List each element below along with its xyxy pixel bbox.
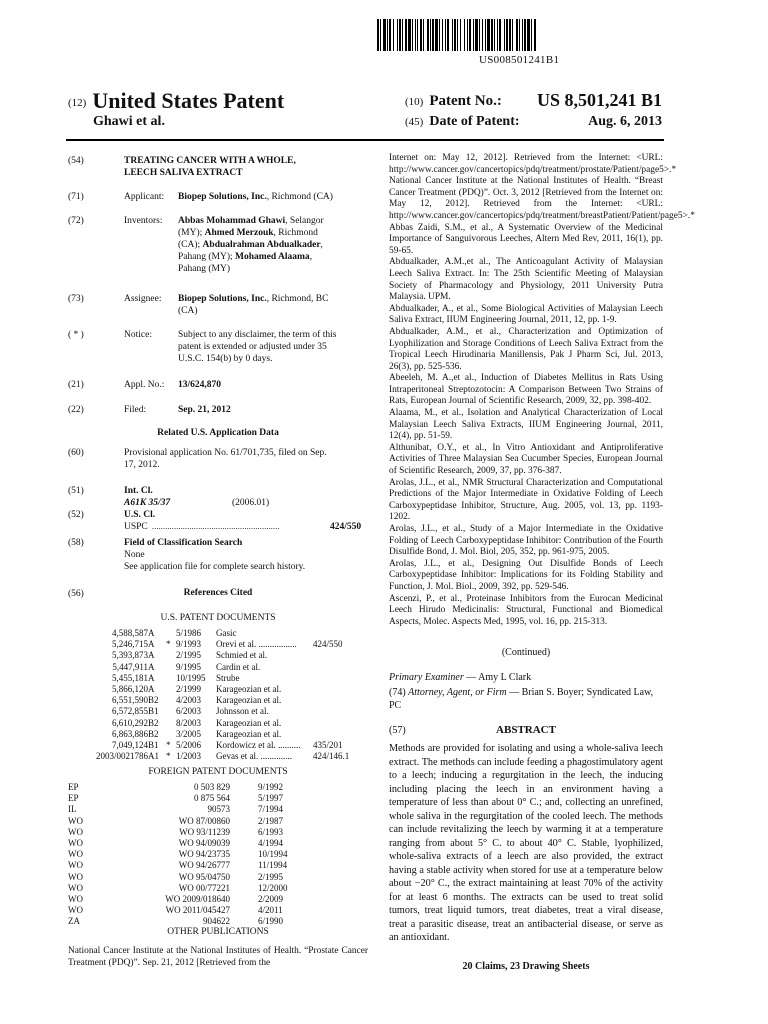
field-label: Field of Classification Search: [124, 538, 243, 548]
patent-no-label: Patent No.:: [429, 93, 502, 109]
us-patent-cell: 5,447,911: [112, 661, 148, 672]
us-patent-cell: Gasic: [216, 628, 237, 638]
foreign-patent-cell: WO 00/77221: [178, 882, 230, 893]
other-publications-heading: OTHER PUBLICATIONS: [167, 927, 269, 937]
inventor-2-loc: , Richmond: [273, 228, 318, 238]
us-patent-cell: 424/550: [313, 639, 343, 650]
foreign-patent-cell: 4/2011: [258, 905, 283, 916]
us-patent-cell: A: [148, 650, 155, 661]
us-patent-cell: B2: [148, 695, 159, 706]
assignee-code: (73): [68, 294, 84, 304]
references-heading: References Cited: [183, 588, 253, 598]
other-publications-text: National Cancer Institute at the National Institutes of Health. “Prostate Cancer Treatment (PDQ)”. Sep. 21, 2012 [Retrieved from the: [68, 946, 368, 968]
attorney-name: — Brian S. Boyer; Syndicated Law, PC: [389, 687, 654, 711]
int-cl-year: (2006.01): [232, 498, 270, 508]
prov-line-1: Provisional application No. 61/701,735, filed on Sep.: [124, 448, 327, 458]
us-patent-cell: 5,246,715: [112, 639, 148, 650]
us-patent-cell: Karageozian et al.: [216, 717, 282, 728]
foreign-patent-cell: WO 2009/018640: [165, 893, 230, 904]
inventors-field: [68, 215, 368, 277]
us-patent-cell: Strube: [216, 672, 240, 683]
us-patent-cell: 1/2003: [176, 751, 202, 762]
reference-entry: Abdualkader, A.M.,et al., The Anticoagulant Activity of Malaysian Leech Saliva Extract. In: The 25th Scientific Meeting of Malaysian Society of Pharmacology and Physiology, 2011 University Putra Malaysia. UPM.: [389, 257, 663, 303]
date-of-patent-row: [405, 114, 662, 130]
appl-label: Appl. No.:: [124, 380, 165, 390]
foreign-patent-cell: WO 2011/045427: [165, 905, 230, 916]
reference-entry: Abeeleh, M. A.,et al., Induction of Diabetes Mellitus in Rats Using Intraperitoneal Streptozotocin: A Comparison Between Two Strains of Rats, European Journal of Scientific Research, 2009, 32, pp. 398-402.: [389, 373, 663, 407]
filed-label: Filed:: [124, 405, 147, 415]
inventors-code: (72): [68, 216, 84, 226]
applicant-label: Applicant:: [124, 192, 165, 202]
us-patent-cell: 2/1999: [176, 683, 202, 694]
assignee-location: , Richmond, BC: [266, 294, 329, 304]
us-cl-label: U.S. Cl.: [124, 510, 156, 520]
reference-entry: Arolas, J.L., et al., NMR Structural Characterization and Computational Predictions of the Major Intermediate in Oxidative Folding of Leech Carboxypeptidase Inhibitor, Structure, Aug. 2005, vol. 13, pp. 1193-1202.: [389, 477, 663, 523]
foreign-patent-cell: WO 87/00860: [178, 815, 230, 826]
us-patent-cell: B1: [148, 706, 159, 717]
us-patent-cell: B2: [148, 717, 159, 728]
us-patent-cell: A: [148, 639, 155, 650]
foreign-patent-cell: 10/1994: [258, 849, 288, 860]
attorney-label: Attorney, Agent, or Firm: [408, 687, 507, 698]
us-patent-cell: 8/2003: [176, 717, 202, 728]
us-patent-cell: 2003/0021786: [95, 751, 148, 762]
inventor-2-pre: (MY);: [178, 228, 205, 238]
reference-list: [389, 153, 695, 628]
us-patent-cell: 9/1995: [176, 661, 202, 672]
foreign-patent-cell: 0 875 564: [194, 793, 230, 804]
assignee-name: Biopep Solutions, Inc.: [178, 294, 267, 304]
us-patent-cell: 5/2006: [176, 739, 202, 750]
us-patent-cell: A: [148, 628, 155, 638]
inventor-4: Mohamed Alaama: [235, 252, 310, 262]
us-patent-cell: Orevi et al. .................: [216, 639, 297, 650]
us-patent-cell: Schmied et al.: [216, 650, 268, 661]
inventor-3-loc: ,: [320, 240, 323, 250]
foreign-patent-cell: 2/2009: [258, 893, 284, 904]
examiner-label: Primary Examiner: [389, 672, 464, 683]
uspc-dots: ..........................................................: [152, 522, 280, 531]
reference-entry: Alaama, M., et al., Isolation and Analytical Characterization of Local Malaysian Leech Saliva Extracts, IIUM Engineering Journal, 2011, 12(4), pp. 51-59.: [389, 408, 663, 442]
us-patent-cell: B1: [148, 739, 159, 750]
foreign-patent-cell: 6/1993: [258, 826, 284, 837]
us-patent-cell: Karageozian et al.: [216, 728, 282, 739]
foreign-patent-cell: WO: [68, 893, 83, 904]
prov-code: (60): [68, 448, 84, 458]
abstract-text: Methods are provided for isolating and using a whole-saliva leech extract. The methods can include feeding a phagostimulatory agent to a leech; inducing a regurgitation in the leech, the inducing including placing the leech in an environment having a temperature of less than about 0° C.; and, collecting an unrefined, whole saliva in the regurgitation of the cooled leech. The methods can include revitalizing the leech by warming it at a temperature ranging from about 5° C. to about 40° C. Stable, lyophilized, whole-saliva extracts of a leech are also provided, the extract having a stable activity when stored for use at a temperature below about −20° C., the extract maintaining at least 70% of the activity for at least 6 months. The extracts can be used to treat solid tumors, treat liquid tumors, treat diabetes, treat a viral disease, treat a parasitic disease, treat an antibacterial disease, or serve as an antioxidant.: [389, 743, 663, 943]
foreign-patent-cell: WO: [68, 849, 83, 860]
us-patent-cell: 2/1995: [176, 650, 202, 661]
foreign-patent-cell: 2/1987: [258, 815, 284, 826]
title-line-2: LEECH SALIVA EXTRACT: [124, 168, 243, 178]
notice-line-1: Subject to any disclaimer, the term of this: [178, 330, 337, 340]
us-patent-cell: Karageozian et al.: [216, 683, 282, 694]
foreign-patent-cell: 6/1990: [258, 916, 284, 927]
patent-number-row: [405, 90, 662, 110]
us-patent-cell: Cardin et al.: [216, 661, 261, 672]
foreign-patent-cell: WO 94/26777: [178, 860, 230, 871]
continued-note: (Continued): [501, 647, 551, 658]
inventor-4-loc2: Pahang (MY): [178, 264, 230, 274]
reference-entry: Abdualkader, A.M., et al., Characterization and Optimization of Lyophilization and Storage Conditions of Leech Saliva Extract from the Tropical Leech Hirudinaria Manillensis, Pak J Pharm Sci, Jul. 2013, 26(3), pp. 525-536.: [389, 326, 663, 372]
header-rule: [66, 139, 664, 141]
foreign-patent-cell: 90573: [207, 804, 230, 815]
us-cl-code: (52): [68, 510, 84, 520]
notice-label: Notice:: [124, 330, 152, 340]
us-patent-cell: 10/1995: [176, 672, 206, 683]
us-patent-cell: *: [166, 739, 171, 750]
barcode: [377, 19, 662, 51]
notice-line-3: U.S.C. 154(b) by 0 days.: [178, 354, 273, 364]
attorney-field: [389, 686, 663, 712]
foreign-patent-cell: 904622: [203, 916, 230, 927]
title-line-1: TREATING CANCER WITH A WHOLE,: [124, 156, 296, 166]
foreign-patent-cell: EP: [68, 793, 79, 804]
abstract-code: (57): [389, 725, 406, 736]
foreign-patent-cell: IL: [68, 804, 77, 815]
primary-examiner: [389, 672, 531, 683]
notice-code: ( * ): [68, 330, 84, 340]
publication-number: US008501241B1: [479, 54, 560, 66]
int-cl-class: A61K 35/37: [124, 498, 171, 508]
refs-code: (56): [68, 589, 84, 599]
foreign-patent-cell: 5/1997: [258, 793, 284, 804]
examiner-name: — Amy L Clark: [463, 672, 532, 683]
related-heading: Related U.S. Application Data: [157, 428, 279, 438]
inventor-4-loc: ,: [309, 252, 313, 262]
foreign-patent-cell: 12/2000: [258, 882, 288, 893]
foreign-patent-cell: 9/1992: [258, 782, 284, 792]
foreign-patent-cell: EP: [68, 782, 79, 792]
applicant-name: Biopep Solutions, Inc.: [178, 192, 267, 202]
field-code: (58): [68, 538, 84, 548]
reference-entry: Althunibat, O.Y., et al., In Vitro Antioxidant and Antiproliferative Activities of Three Malaysian Sea Cucumber Species, European Journal of Scientific Research, 2009, 37, pp. 376-387.: [389, 442, 663, 477]
inventor-4-pre: Pahang (MY);: [178, 252, 235, 262]
us-patent-cell: 5/1986: [176, 628, 202, 638]
us-patent-cell: Karageozian et al.: [216, 695, 282, 706]
us-patent-cell: 5,866,120: [112, 683, 148, 694]
us-patent-cell: 5,393,873: [112, 650, 148, 661]
inventor-2: Ahmed Merzouk: [204, 228, 274, 238]
foreign-patent-cell: WO: [68, 815, 83, 826]
us-patent-cell: 9/1993: [176, 639, 202, 650]
us-patent-cell: *: [166, 639, 171, 650]
reference-entry: Abdualkader, A., et al., Some Biological Activities of Malaysian Leech Saliva Extract, IIUM Engineering Journal, 2011, 12, pp. 1-9.: [389, 303, 663, 326]
assignee-location-2: (CA): [178, 306, 198, 316]
foreign-patent-cell: WO: [68, 882, 83, 893]
inventor-3: Abdualrahman Abdualkader: [202, 240, 321, 250]
field-see: See application file for complete search history.: [124, 562, 306, 572]
us-patent-cell: Gevas et al. ..............: [216, 751, 292, 762]
filed-code: (22): [68, 405, 84, 415]
us-patent-cell: Kordowicz et al. ..........: [216, 739, 301, 750]
patent-type-title: [68, 88, 284, 114]
inventor-1: Abbas Mohammad Ghawi: [178, 216, 286, 226]
us-patent-cell: 6,551,590: [112, 695, 148, 706]
us-patent-cell: 5,455,181: [112, 672, 148, 683]
inventors-label: Inventors:: [124, 216, 163, 226]
foreign-patent-cell: WO: [68, 871, 83, 882]
barcode-bar: [536, 19, 537, 51]
reference-entry: Arolas, J.L., et al., Designing Out Disulfide Bonds of Leech Carboxypeptidase Inhibitor: Implications for its Folding Stability and Function, J. Mol. Biol., 2009, 392, pp. 529-546.: [389, 558, 663, 592]
us-patent-cell: 435/201: [313, 739, 343, 750]
foreign-patent-cell: WO: [68, 860, 83, 871]
inventor-1-loc: , Selangor: [285, 216, 324, 226]
patent-number: US 8,501,241 B1: [536, 90, 662, 110]
us-patent-cell: 6/2003: [176, 706, 202, 717]
us-patent-cell: A1: [148, 751, 159, 762]
patent-date: Aug. 6, 2013: [588, 114, 662, 129]
foreign-patent-cell: WO 95/04750: [178, 871, 230, 882]
inventor-3-pre: (CA);: [178, 240, 203, 250]
patent-type: United States Patent: [92, 88, 285, 113]
foreign-patent-cell: 0 503 829: [194, 782, 230, 792]
claims-summary: 20 Claims, 23 Drawing Sheets: [462, 961, 590, 972]
applicant-location: , Richmond (CA): [266, 192, 333, 202]
attorney-code: (74): [389, 687, 406, 698]
foreign-patent-cell: WO: [68, 826, 83, 837]
foreign-patent-cell: WO: [68, 837, 83, 848]
title-code: (54): [68, 156, 84, 166]
patent-no-code: (10): [405, 96, 424, 108]
reference-entry: Arolas, J.L., et al., Study of a Major Intermediate in the Oxidative Folding of Leech Carboxypeptidase Inhibitor: Contribution of the Fourth Disulfide Bond, J. Mol. Biol, 205, 352, pp. 961-975, 2005.: [389, 524, 663, 558]
foreign-patent-cell: 4/1994: [258, 837, 284, 848]
prov-line-2: 17, 2012.: [124, 460, 160, 470]
us-patent-cell: A: [148, 661, 155, 672]
foreign-patent-cell: WO 93/11239: [179, 826, 230, 837]
us-patent-cell: A: [148, 672, 155, 683]
assignee-label: Assignee:: [124, 294, 162, 304]
us-patent-cell: 4,588,587: [112, 628, 148, 638]
appl-code: (21): [68, 380, 84, 390]
us-patent-cell: B2: [148, 728, 159, 739]
applicant-code: (71): [68, 192, 84, 202]
us-patent-cell: 424/146.1: [313, 751, 350, 762]
us-patent-cell: Johnsson et al.: [216, 706, 269, 717]
us-patent-cell: 6,610,292: [112, 717, 148, 728]
us-docs-heading: U.S. PATENT DOCUMENTS: [160, 613, 276, 623]
reference-entry: Abbas Zaidi, S.M., et al., A Systematic Overview of the Medicinal Importance of Sanguivorous Leeches, Altern Med Rev, 2011, 16(1), pp. 59-65.: [389, 222, 663, 256]
foreign-docs-heading: FOREIGN PATENT DOCUMENTS: [148, 767, 288, 777]
uspc-value: 424/550: [330, 522, 362, 532]
foreign-patent-cell: ZA: [68, 916, 80, 927]
inventors-short: Ghawi et al.: [93, 114, 165, 129]
us-patent-cell: 4/2003: [176, 695, 202, 706]
foreign-patent-cell: 2/1995: [258, 871, 284, 882]
int-cl-label: Int. Cl.: [124, 486, 153, 496]
reference-entry: National Cancer Institute at the National Institutes of Health. “Breast Cancer Treatment (PDQ)”. Oct. 3, 2012 [Retrieved from the Internet on: May 12, 2012]. Retrieved from the Internet: <URL: http://www.cancer.gov/cancertopics/pdq/treatment/breastPatient/Patient/page5>.*: [389, 176, 695, 221]
us-patent-cell: A: [148, 683, 155, 694]
appl-number: 13/624,870: [178, 380, 222, 390]
int-cl-code: (51): [68, 486, 84, 496]
uspc-label: USPC: [124, 522, 148, 532]
filed-date: Sep. 21, 2012: [178, 405, 231, 415]
us-patent-cell: *: [166, 751, 171, 762]
us-patent-cell: 6,863,886: [112, 728, 148, 739]
us-patent-cell: 3/2005: [176, 728, 202, 739]
date-code: (45): [405, 116, 424, 128]
abstract-heading: ABSTRACT: [496, 724, 556, 736]
foreign-patent-cell: WO 94/09039: [178, 837, 230, 848]
date-label: Date of Patent:: [429, 114, 520, 129]
notice-line-2: patent is extended or adjusted under 35: [178, 342, 327, 352]
type-code: (12): [68, 96, 87, 109]
foreign-patent-cell: 7/1994: [258, 804, 284, 815]
us-patent-cell: 6,572,855: [112, 706, 148, 717]
reference-entry: Ascenzi, P., et al., Proteinase Inhibitors from the Eurocan Medicinal Leech Hirudo Medicinalis: Structural, Functional and Biomedical Aspects, Molec. Aspects Med, 1995, vol. 16, pp. 215-313.: [389, 593, 663, 627]
field-none: None: [124, 550, 145, 560]
reference-entry: Internet on: May 12, 2012]. Retrieved from the Internet: <URL: http://www.cancer.gov/cancertopics/pdq/treatment/prostate/Patient/page5>.*: [389, 153, 677, 175]
foreign-patent-cell: WO: [68, 905, 83, 916]
foreign-patent-cell: WO 94/23735: [178, 849, 230, 860]
foreign-patent-cell: 11/1994: [258, 860, 288, 871]
us-patent-cell: 7,049,124: [112, 739, 148, 750]
